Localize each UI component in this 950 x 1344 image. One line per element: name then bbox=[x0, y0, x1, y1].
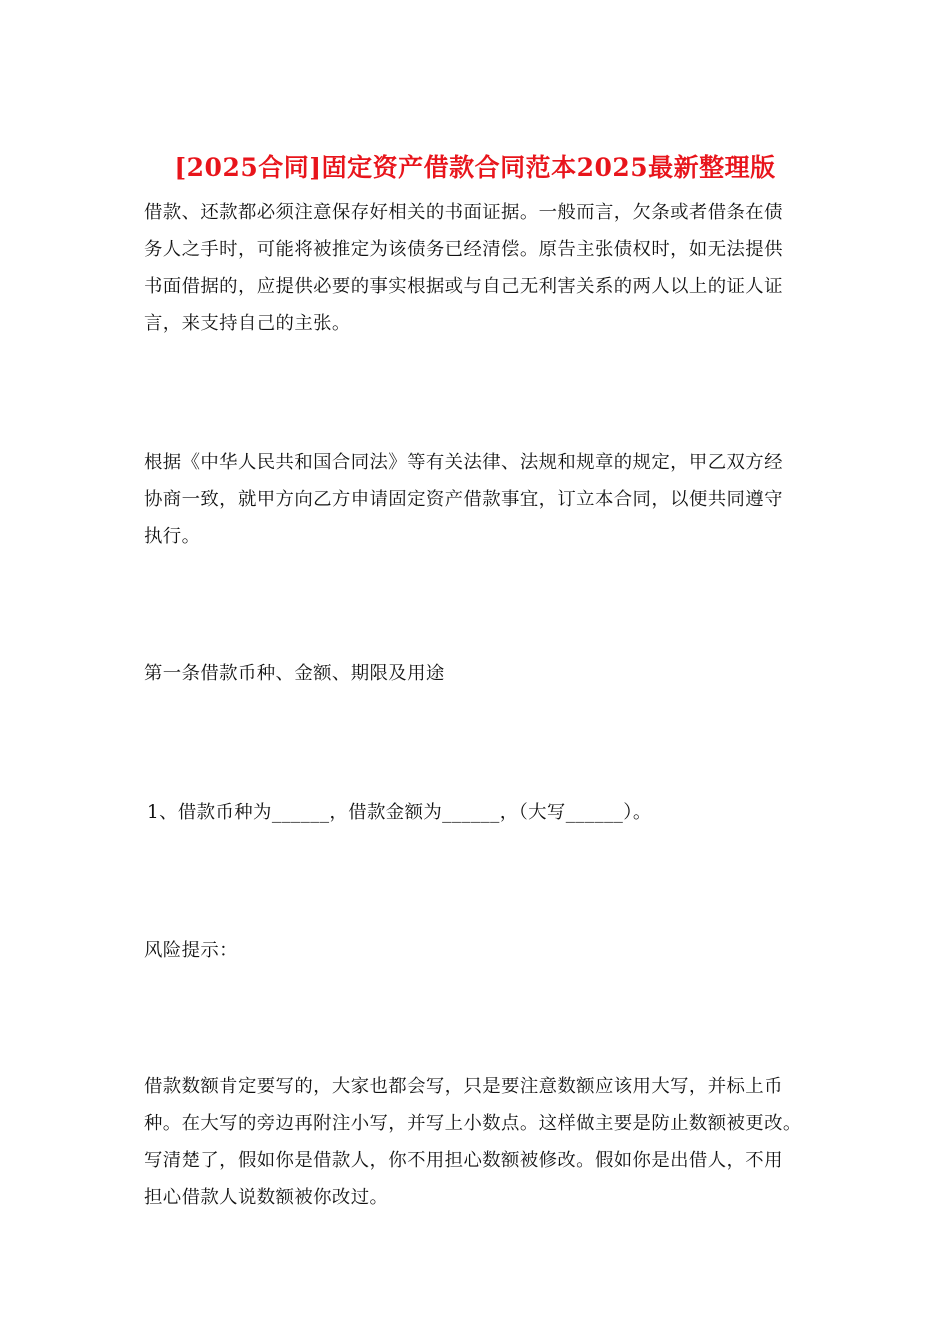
text-line: 风险提示： bbox=[144, 940, 238, 961]
paragraph-contract-basis bbox=[144, 444, 812, 555]
paragraph-evidence-note bbox=[144, 194, 812, 342]
text-line: 借款、还款都必须注意保存好相关的书面证据。一般而言，欠条或者借条在债 bbox=[144, 202, 783, 223]
text-line: 言，来支持自己的主张。 bbox=[144, 313, 351, 334]
text-line: 借款数额肯定要写的，大家也都会写，只是要注意数额应该用大写，并标上币 bbox=[144, 1076, 783, 1097]
text-line: 种。在大写的旁边再附注小写，并写上小数点。这样做主要是防止数额被更改。 bbox=[144, 1113, 802, 1134]
text-line: 担心借款人说数额被你改过。 bbox=[144, 1187, 389, 1208]
article-one-heading bbox=[144, 655, 812, 692]
text-line: 第一条借款币种、金额、期限及用途 bbox=[144, 663, 445, 684]
text-line: 根据《中华人民共和国合同法》等有关法律、法规和规章的规定，甲乙双方经 bbox=[144, 452, 783, 473]
text-line: 1、借款币种为______，借款金额为______，（大写______）。 bbox=[147, 802, 652, 823]
document-title: [2025合同]固定资产借款合同范本2025最新整理版 bbox=[174, 153, 776, 182]
text-line: 协商一致，就甲方向乙方申请固定资产借款事宜，订立本合同，以便共同遵守 bbox=[144, 489, 783, 510]
text-line: 写清楚了，假如你是借款人，你不用担心数额被修改。假如你是出借人，不用 bbox=[144, 1150, 783, 1171]
paragraph-amount-advice bbox=[144, 1068, 812, 1216]
clause-currency-amount bbox=[147, 794, 815, 831]
text-line: 书面借据的，应提供必要的事实根据或与自己无利害关系的两人以上的证人证 bbox=[144, 276, 783, 297]
text-line: 执行。 bbox=[144, 526, 201, 547]
risk-warning-heading bbox=[144, 932, 812, 969]
text-line: 务人之手时，可能将被推定为该债务已经清偿。原告主张债权时，如无法提供 bbox=[144, 239, 783, 260]
